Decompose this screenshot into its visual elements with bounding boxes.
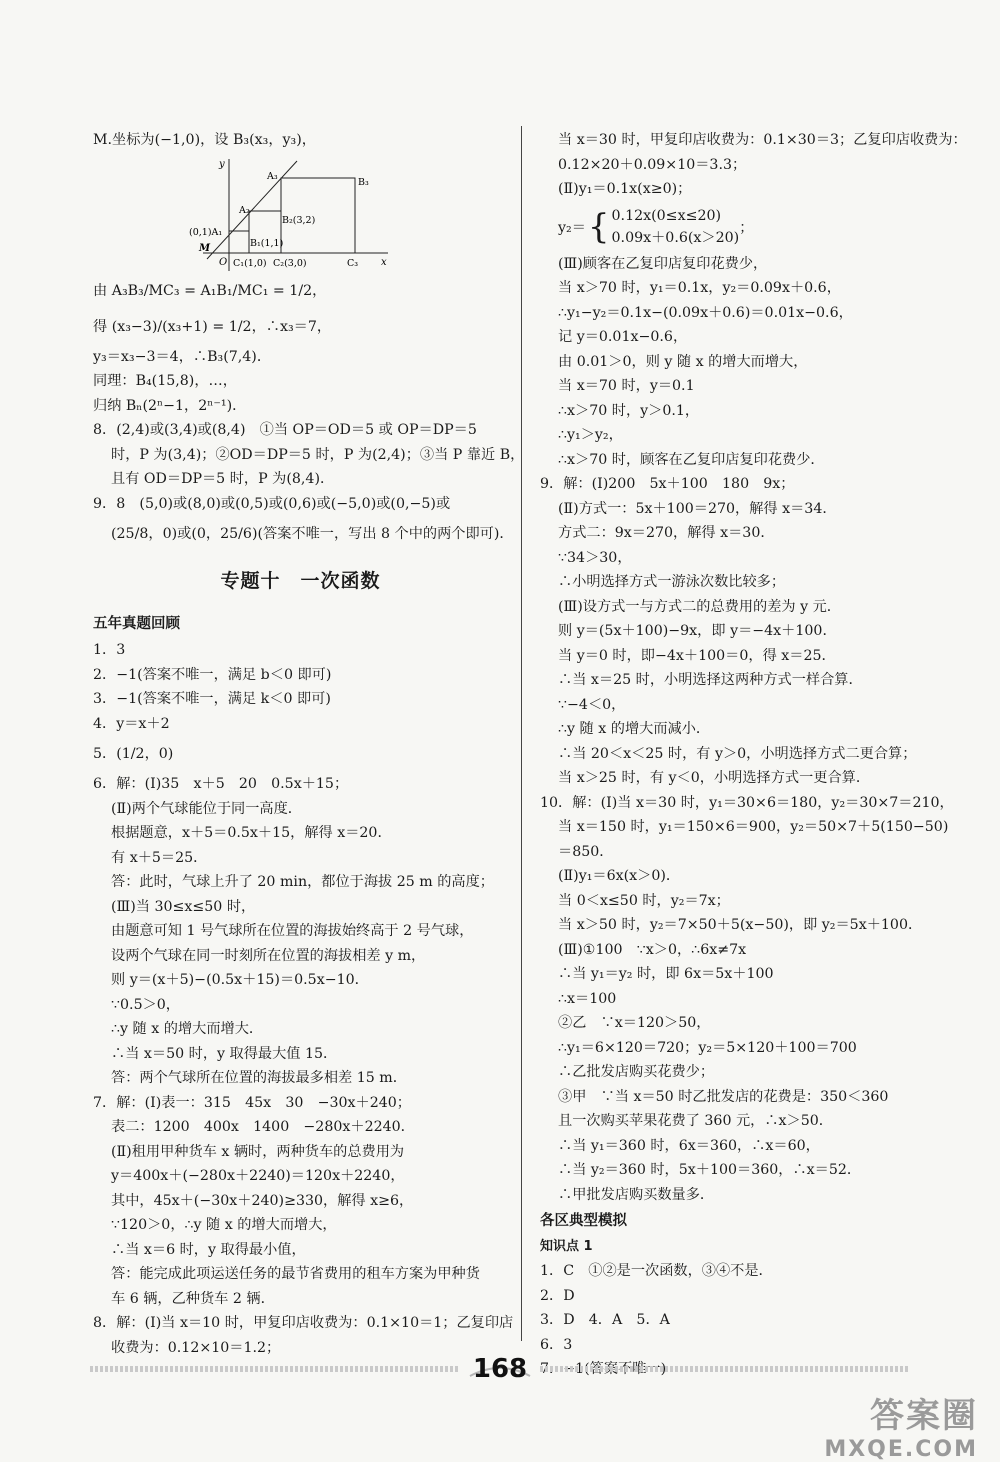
b2-label: B₂(3,2) bbox=[282, 214, 316, 226]
r-q9-line-4: ∵34＞30， bbox=[558, 549, 632, 566]
a2-label: A₂ bbox=[239, 204, 250, 216]
r-q10-line-9: ∴x＝100 bbox=[558, 990, 617, 1007]
q6-line-1: 6．解：(Ⅰ)35 x＋5 20 0.5x＋15； bbox=[93, 776, 349, 792]
piecewise-case-2: 0.09x＋0.6(x＞20) bbox=[611, 229, 740, 246]
r-q10-line-10: ②乙 ∵x＝120＞50， bbox=[558, 1015, 711, 1031]
q7-line-4: y＝400x＋(−280x＋2240)＝120x＋2240， bbox=[111, 1168, 405, 1184]
q6-line-2: (Ⅱ)两个气球能位于同一高度． bbox=[111, 800, 302, 817]
r-q10-line-2: 当 x＝150 时，y₁＝150×6＝900，y₂＝50×7＋5(150−50) bbox=[558, 819, 949, 835]
answer-4: 4．y＝x＋2 bbox=[93, 715, 170, 732]
intro-line: M.坐标为(−1,0)，设 B₃(x₃，y₃)， bbox=[93, 132, 316, 148]
c2-label: C₂(3,0) bbox=[273, 257, 307, 269]
q6-line-8: 设两个气球在同一时刻所在位置的海拔相差 y m， bbox=[111, 947, 426, 964]
r-q9-line-9: ∴当 x＝25 时，小明选择这两种方式一样合算． bbox=[558, 672, 863, 688]
bn-line: 归纳 Bₙ(2ⁿ−1，2ⁿ⁻¹)． bbox=[93, 397, 247, 414]
r-q10-line-7: (Ⅲ)①100 ∵x＞0，∴6x≠7x bbox=[558, 941, 747, 958]
section-heading-mock: 各区典型模拟 bbox=[540, 1213, 627, 1229]
r-q10-line-6: 当 x＞50 时，y₂＝7×50＋5(x−50)，即 y₂＝5x＋100． bbox=[558, 917, 923, 933]
q7-line-6: ∵120＞0，∴y 随 x 的增大而增大， bbox=[111, 1217, 337, 1233]
q6-line-6: (Ⅲ)当 30≤x≤50 时， bbox=[111, 898, 256, 915]
q9-line-2: (25/8，0)或(0，25/6)(答案不唯一，写出 8 个中的两个即可)． bbox=[111, 526, 514, 542]
r-q10-line-8: ∴当 y₁＝y₂ 时，即 6x＝5x＋100 bbox=[558, 966, 774, 982]
m-label: M bbox=[199, 242, 211, 254]
topic-title: 专题十 一次函数 bbox=[220, 570, 381, 592]
mock-answer-2: 2．D bbox=[540, 1287, 575, 1304]
r-q10-line-11: ∴y₁＝6×120＝720；y₂＝5×120＋100＝700 bbox=[558, 1039, 857, 1056]
a3-label: A₃ bbox=[267, 170, 278, 182]
r-q10-line-17: ∴甲批发店购买数量多． bbox=[558, 1186, 715, 1203]
r-q9-line-6: (Ⅲ)设方式一与方式二的总费用的差为 y 元． bbox=[558, 598, 841, 615]
q7-line-5: 其中，45x＋(−30x＋240)≥330，解得 x≥6， bbox=[111, 1192, 414, 1209]
a1-label: (0,1)A₁ bbox=[189, 226, 223, 238]
q6-line-13: 答：两个气球所在位置的海拔最多相差 15 m． bbox=[111, 1070, 407, 1086]
right-column bbox=[540, 128, 967, 1382]
solve-line: 得 (x₃−3)/(x₃+1) = 1/2，∴x₃＝7， bbox=[93, 318, 332, 335]
q8-line-3: 且有 OD＝DP＝5 时，P 为(8,4)． bbox=[111, 471, 335, 487]
q6-line-12: ∴当 x＝50 时，y 取得最大值 15． bbox=[111, 1045, 338, 1062]
left-column bbox=[93, 128, 525, 1360]
answer-1: 1．3 bbox=[93, 642, 126, 658]
c3-label: C₃ bbox=[347, 257, 359, 269]
r-q9-line-11: ∴y 随 x 的增大而减小． bbox=[558, 721, 711, 737]
r-b-line-5: 由 0.01＞0，则 y 随 x 的增大而增大， bbox=[558, 353, 808, 370]
q8b-line-2: 收费为：0.12×10＝1.2； bbox=[111, 1339, 281, 1356]
q9-line-1: 9．8 (5,0)或(8,0)或(0,5)或(0,6)或(−5,0)或(0,−5)或 bbox=[93, 495, 451, 512]
b1-label: B₁(1,1) bbox=[250, 237, 284, 249]
q6-line-5: 答：此时，气球上升了 20 min，都位于海拔 25 m 的高度； bbox=[111, 874, 494, 890]
r-q9-line-1: 9．解：(Ⅰ)200 5x＋100 180 9x； bbox=[540, 476, 795, 492]
piecewise-function bbox=[540, 202, 960, 252]
r-q9-line-3: 方式二：9x＝270，解得 x＝30． bbox=[558, 525, 775, 541]
x-axis-label: x bbox=[381, 256, 387, 268]
q6-line-9: 则 y＝(x＋5)−(0.5x＋15)＝0.5x−10． bbox=[111, 972, 369, 988]
r-b-line-8: ∴y₁＞y₂， bbox=[558, 427, 623, 443]
q7-line-7: ∴当 x＝6 时，y 取得最小值， bbox=[111, 1241, 306, 1258]
q7-line-8: 答：能完成此项运送任务的最节省费用的租车方案为甲种货 bbox=[111, 1266, 480, 1282]
r-q10-line-4: (Ⅱ)y₁＝6x(x＞0)． bbox=[558, 868, 681, 884]
q6-line-4: 有 x＋5＝25． bbox=[111, 849, 208, 866]
section-heading-review: 五年真题回顾 bbox=[93, 616, 180, 632]
q7-line-1: 7．解：(Ⅰ)表一：315 45x 30 −30x＋240； bbox=[93, 1094, 411, 1111]
q6-line-11: ∴y 随 x 的增大而增大． bbox=[111, 1021, 264, 1037]
watermark-logo bbox=[824, 1388, 978, 1462]
mock-answer-1: 1．C ①②是一次函数，③④不是． bbox=[540, 1263, 773, 1279]
column-divider bbox=[521, 126, 522, 1341]
r-q10-line-1: 10．解：(Ⅰ)当 x＝30 时，y₁＝30×6＝180，y₂＝30×7＝210， bbox=[540, 794, 954, 811]
r-q10-line-13: ③甲 ∵当 x＝50 时乙批发店的花费是：350＜360 bbox=[558, 1088, 889, 1105]
r-b-line-7: ∴x＞70 时，y＞0.1， bbox=[558, 402, 700, 419]
b4-line: 同理：B₄(15,8)，…， bbox=[93, 373, 237, 389]
r-b-line-6: 当 x＝70 时，y＝0.1 bbox=[558, 378, 695, 394]
r-q9-line-5: ∴小明选择方式一游泳次数比较多； bbox=[558, 574, 786, 590]
r-line-2: 0.12×20＋0.09×10＝3.3； bbox=[558, 156, 747, 173]
figure-svg bbox=[189, 153, 393, 273]
mock-answer-4: 6．3 bbox=[540, 1336, 573, 1353]
answer-3: 3．−1(答案不唯一，满足 k＜0 即可) bbox=[93, 691, 331, 707]
piecewise-cases bbox=[612, 205, 740, 249]
q6-line-3: 根据题意，x＋5＝0.5x＋15，解得 x＝20． bbox=[111, 825, 392, 841]
q7-line-2: 表二：1200 400x 1400 −280x＋2240． bbox=[111, 1119, 415, 1135]
r-b-line-1: (Ⅲ)顾客在乙复印店复印花费少， bbox=[558, 255, 768, 272]
r-q9-line-10: ∵−4＜0， bbox=[558, 696, 626, 713]
r-b-line-9: ∴x＞70 时，顾客在乙复印店复印花费少． bbox=[558, 451, 825, 468]
r-q9-line-8: 当 y＝0 时，即−4x＋100＝0，得 x＝25． bbox=[558, 647, 836, 664]
mock-answer-3: 3．D 4．A 5．A bbox=[540, 1312, 670, 1328]
watermark-chinese: 答案圈 bbox=[870, 1396, 978, 1436]
watermark-url: MXQE.COM bbox=[824, 1437, 978, 1462]
r-b-line-2: 当 x＞70 时，y₁＝0.1x，y₂＝0.09x＋0.6， bbox=[558, 280, 841, 296]
b3-label: B₃ bbox=[358, 176, 369, 188]
q6-line-10: ∵0.5＞0， bbox=[111, 996, 180, 1013]
q8-line-1: 8．(2,4)或(3,4)或(8,4) ①当 OP＝OD＝5 或 OP＝DP＝5 bbox=[93, 422, 477, 438]
q7-line-3: (Ⅱ)租用甲种货车 x 辆时，两种货车的总费用为 bbox=[111, 1143, 405, 1160]
q6-line-7: 由题意可知 1 号气球所在位置的海拔始终高于 2 号气球， bbox=[111, 923, 474, 939]
piecewise-tail: ； bbox=[739, 219, 754, 236]
r-q9-line-13: 当 x＞25 时，有 y＜0，小明选择方式一更合算． bbox=[558, 770, 871, 786]
y3-line: y₃＝x₃−3＝4，∴B₃(7,4)． bbox=[93, 348, 272, 365]
r-q10-line-14: 且一次购买苹果花费了 360 元，∴x＞50． bbox=[558, 1113, 833, 1129]
answer-5: 5．(1/2，0) bbox=[93, 746, 174, 762]
r-q10-line-3: ＝850． bbox=[558, 843, 614, 860]
coordinate-figure bbox=[93, 153, 508, 273]
knowledge-point-heading: 知识点 1 bbox=[540, 1239, 593, 1254]
y-axis-label: y bbox=[219, 158, 225, 170]
r-b-line-3: ∴y₁−y₂＝0.1x−(0.09x＋0.6)＝0.01x−0.6， bbox=[558, 304, 853, 321]
r-q9-line-7: 则 y＝(5x＋100)−9x，即 y＝−4x＋100． bbox=[558, 623, 837, 639]
r-q9-line-2: (Ⅱ)方式一：5x＋100＝270，解得 x＝34． bbox=[558, 500, 837, 517]
answer-2: 2．−1(答案不唯一，满足 b＜0 即可) bbox=[93, 666, 332, 683]
q8b-line-1: 8．解：(Ⅰ)当 x＝10 时，甲复印店收费为：0.1×10＝1；乙复印店 bbox=[93, 1315, 514, 1331]
piecewise-lhs: y₂＝ bbox=[558, 219, 586, 236]
page-number: 168 bbox=[472, 1354, 528, 1384]
r-q10-line-12: ∴乙批发店购买花费少； bbox=[558, 1064, 715, 1080]
square-1 bbox=[229, 231, 249, 253]
q7-line-9: 车 6 辆，乙种货车 2 辆． bbox=[111, 1290, 275, 1307]
r-q10-line-5: 当 0＜x≤50 时，y₂＝7x； bbox=[558, 892, 730, 909]
piecewise-case-1: 0.12x(0≤x≤20) bbox=[611, 207, 722, 224]
r-line-3: (Ⅱ)y₁＝0.1x(x≥0)； bbox=[558, 181, 692, 197]
brace-icon: { bbox=[587, 206, 610, 247]
q8-line-2: 时，P 为(3,4)；②OD＝DP＝5 时，P 为(2,4)；③当 P 靠近 B， bbox=[111, 446, 525, 463]
origin-label: O bbox=[219, 256, 228, 268]
r-q9-line-12: ∴当 20＜x＜25 时，有 y＞0，小明选择方式二更合算； bbox=[558, 745, 917, 762]
r-q10-line-15: ∴当 y₁＝360 时，6x＝360，∴x＝60， bbox=[558, 1137, 820, 1154]
c1-label: C₁(1,0) bbox=[233, 257, 267, 269]
r-line-1: 当 x＝30 时，甲复印店收费为：0.1×30＝3；乙复印店收费为： bbox=[558, 132, 967, 148]
r-q10-line-16: ∴当 y₂＝360 时，5x＋100＝360，∴x＝52． bbox=[558, 1162, 862, 1178]
mock-answer-5: 7．−1(答案不唯一) bbox=[540, 1361, 667, 1377]
ratio-line: 由 A₃B₃/MC₃ = A₁B₁/MC₁ = 1/2， bbox=[93, 282, 327, 299]
r-b-line-4: 记 y＝0.01x−0.6， bbox=[558, 329, 688, 345]
